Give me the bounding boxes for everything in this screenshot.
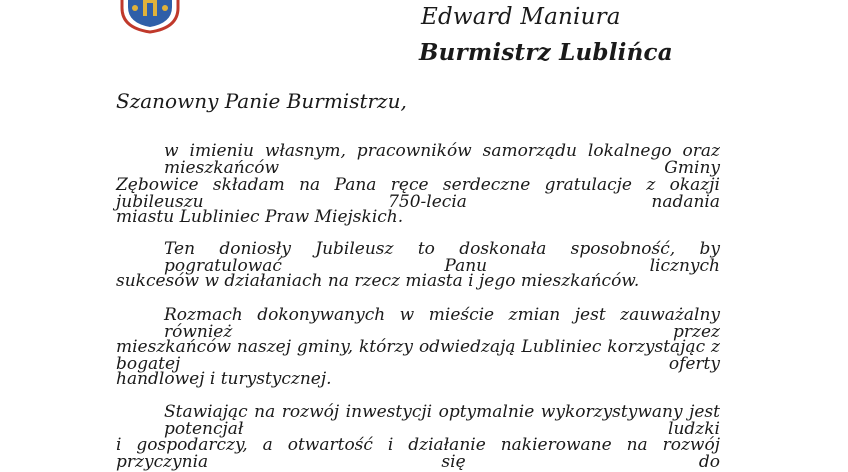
coat-of-arms-icon xyxy=(118,0,182,32)
body-line: handlowej i turystycznej. xyxy=(116,369,332,389)
body-line: Stawiając na rozwój inwestycji optymalnie wykorzystywany jest potencjał ludzki xyxy=(164,402,720,439)
body-line: mieszkańców naszej gminy, którzy odwiedzają Lubliniec korzystając z bogatej oferty xyxy=(116,337,720,374)
body-line: Zębowice składam na Pana ręce serdeczne gratulacje z okazji jubileuszu 750-lecia nadania xyxy=(116,175,720,212)
salutation: Szanowny Panie Burmistrzu, xyxy=(116,89,407,113)
body-line: w imieniu własnym, pracowników samorządu lokalnego oraz mieszkańców Gminy xyxy=(164,141,720,178)
body-line: Ten doniosły Jubileusz to doskonała sposobność, by pogratulować Panu licznych xyxy=(164,239,720,276)
addressee-name: Edward Maniura xyxy=(421,4,621,30)
body-line: sukcesów w działaniach na rzecz miasta i jego mieszkańców. xyxy=(116,271,640,291)
addressee-title: Burmistrz Lublińca xyxy=(419,39,673,66)
body-line: i gospodarczy, a otwartość i działanie nakierowane na rozwój przyczynia się do xyxy=(116,435,720,472)
body-line: Rozmach dokonywanych w mieście zmian jest zauważalny również przez xyxy=(164,305,720,342)
body-line: miastu Lubliniec Praw Miejskich. xyxy=(116,207,404,227)
